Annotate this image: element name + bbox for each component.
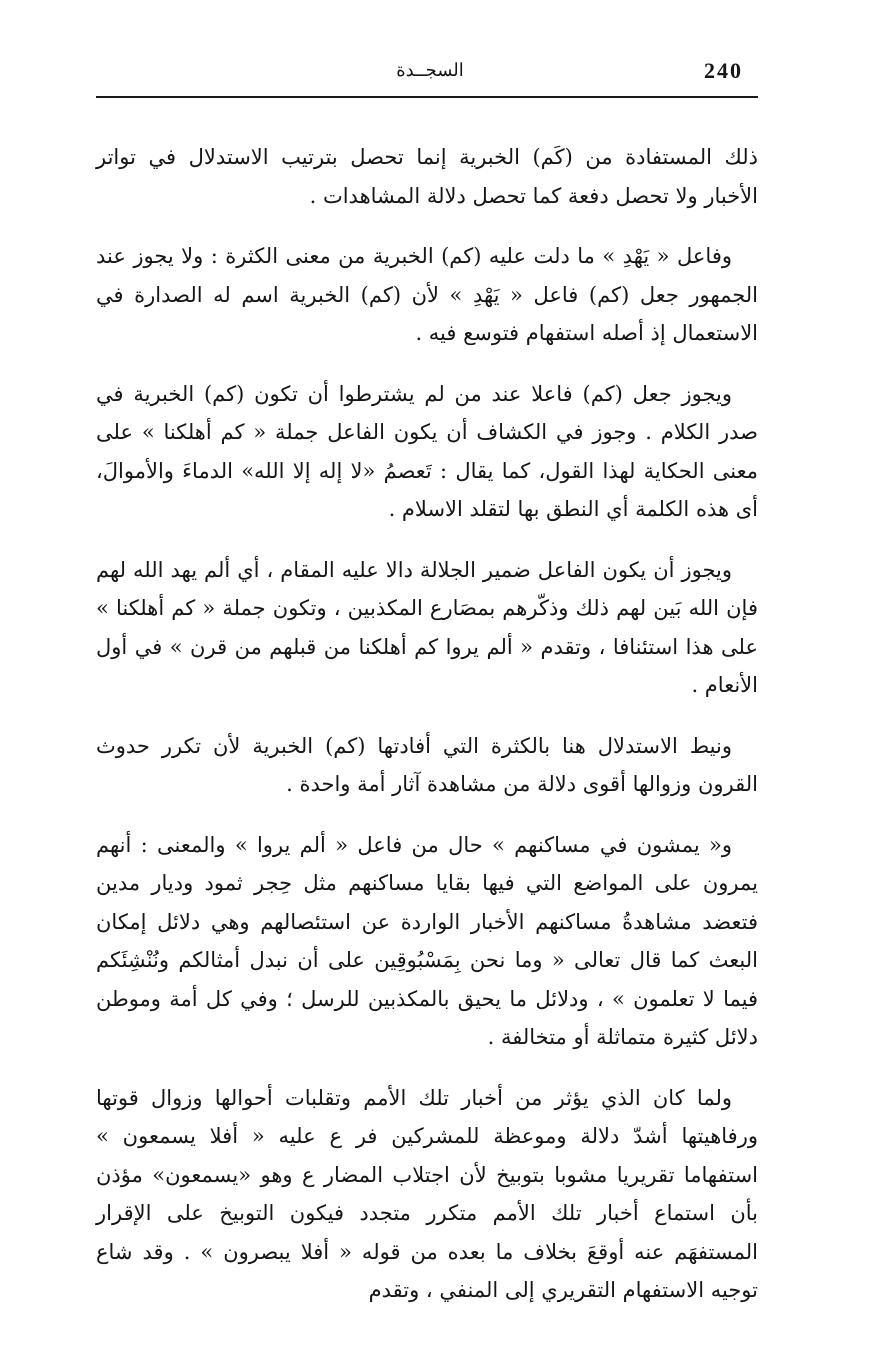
paragraph: ويجوز أن يكون الفاعل ضمير الجلالة دالا عليه المقام ، أي ألم يهد الله لهم فإن الله بَين لهم ذلك وذكّرهم بمصَارع المكذبين ، وتكون جملة « كم أهلكنا » على هذا استئنافا ، وتقدم « ألم يروا كم أهلكنا من قبلهم من قرن » في أول الأنعام .	[96, 557, 758, 697]
header-rule	[96, 96, 758, 98]
page-number: 240	[704, 58, 743, 83]
running-title: السجــدة	[396, 60, 464, 81]
body-text	[96, 138, 758, 1332]
paragraph: ونيط الاستدلال هنا بالكثرة التي أفادتها (كم) الخبرية لأن تكرر حدوث القرون وزوالها أقوى دلالة من مشاهدة آثار أمة واحدة .	[96, 733, 758, 796]
paragraph: وفاعل « يَهْدِ » ما دلت عليه (كم) الخبرية من معنى الكثرة : ولا يجوز عند الجمهور جعل (كم) فاعل « يَهْدِ » لأن (كم) الخبرية اسم له الصدارة في الاستعمال إذ أصله استفهام فتوسع فيه .	[96, 244, 758, 345]
paragraph: ويجوز جعل (كم) فاعلا عند من لم يشترطوا أن تكون (كم) الخبرية في صدر الكلام . وجوز في الكشاف أن يكون الفاعل جملة « كم أهلكنا » على معنى الحكاية لهذا القول، كما يقال : تَعصمُ «لا إله إلا الله» الدماءَ والأموالَ، أى هذه الكلمة أي النطق بها لتقلد الاسلام .	[96, 381, 758, 521]
paragraph: ذلك المستفادة من (كَم) الخبرية إنما تحصل بترتيب الاستدلال في تواتر الأخبار ولا تحصل دفعة كما تحصل دلالة المشاهدات .	[96, 145, 758, 208]
paragraph: ولما كان الذي يؤثر من أخبار تلك الأمم وتقلبات أحوالها وزوال قوتها ورفاهيتها أشدّ دلالة وموعظة للمشركين فر ع عليه « أفلا يسمعون » استفهاما تقريريا مشوبا بتوبيخ لأن اجتلاب المضار ع وهو «يسمعون» مؤذن بأن استماع أخبار تلك الأمم متكرر متجدد فيكون التوبيخ على الإقرار المستفهَم عنه أوقعَ بخلاف ما بعده من قوله « أفلا يبصرون » . وقد شاع توجيه الاستفهام التقريري إلى المنفي ، وتقدم	[96, 1085, 758, 1302]
paragraph: و« يمشون في مساكنهم » حال من فاعل « ألم يروا » والمعنى : أنهم يمرون على المواضع التي فيها بقايا مساكنهم مثل حِجر ثمود وديار مدين فتعضد مشاهدةُ مساكنهم الأخبار الواردة عن استئصالهم وهي دلائل إمكان البعث كما قال تعالى « وما نحن بِمَسْبُوقِين على أن نبدل أمثالكم ونُنْشِئَكم فيما لا تعلمون » ، ودلائل ما يحيق بالمكذبين للرسل ؛ وفي كل أمة وموطن دلائل كثيرة متماثلة أو متخالفة .	[96, 832, 758, 1049]
